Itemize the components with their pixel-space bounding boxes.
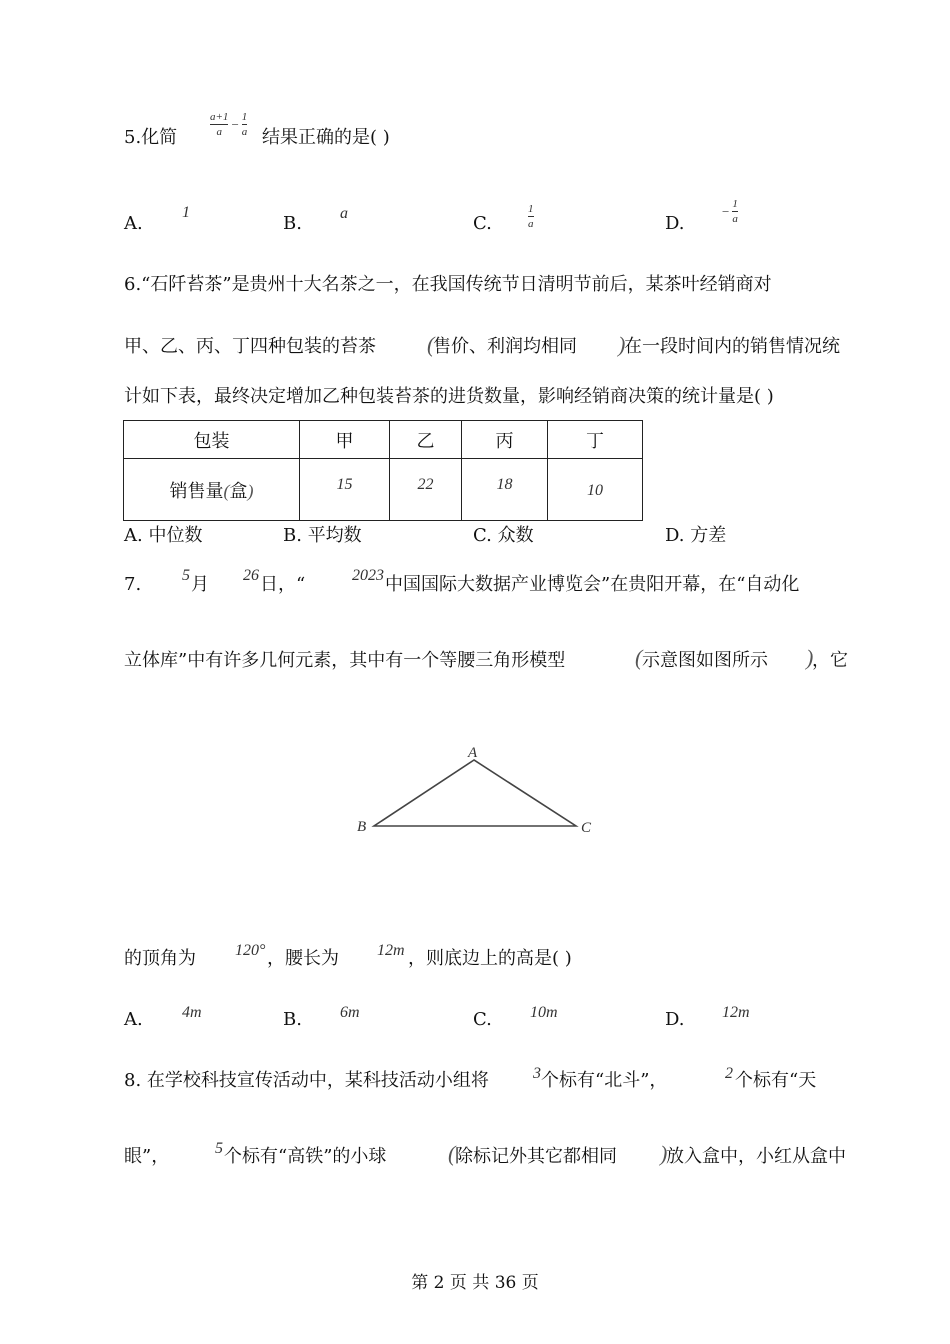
q8-count-1: 3: [533, 1065, 541, 1082]
q8-line1a: 8. 在学校科技宣传活动中，某科技活动小组将: [124, 1070, 489, 1091]
q7-option-c-value: 10m: [530, 1004, 558, 1021]
q7-month-text: 月: [191, 574, 209, 595]
table-row-label: 销售量(盒): [124, 459, 300, 521]
table-cell: 10: [548, 459, 643, 521]
q7-year-value: 2023: [352, 567, 384, 584]
q6-option-d: D. 方差: [665, 525, 727, 546]
table-header-cell: 甲: [300, 421, 390, 459]
table-row: [124, 421, 643, 459]
table-header-cell: 丙: [462, 421, 548, 459]
q7-triangle-figure: [350, 742, 610, 842]
q7-option-d-letter: D.: [665, 1009, 685, 1030]
q8-line2c: 除标记外其它都相同: [455, 1146, 617, 1167]
q8-line1c: 个标有“天: [735, 1070, 817, 1091]
q5-expression: $\frac{a+1}{a}$ − $\frac{1}{a}$: [210, 111, 248, 139]
q7-day-value: 26: [243, 567, 259, 584]
q6-line3: 计如下表，最终决定增加乙种包装苔茶的进货数量，影响经销商决策的统计量是( ): [124, 386, 774, 407]
q7-line3b: ，腰长为: [267, 948, 339, 969]
q6-close-paren: ): [618, 332, 626, 357]
q5-option-a-letter: A.: [124, 213, 143, 234]
q5-frac-1: $\frac{a+1}{a}$: [210, 111, 229, 139]
q7-option-d-value: 12m: [722, 1004, 750, 1021]
q5-option-c-letter: C.: [473, 213, 492, 234]
q5-option-c-value: $\frac{1}{a}$: [528, 203, 534, 231]
q8-count-3: 5: [215, 1140, 223, 1157]
q7-option-b-value: 6m: [340, 1004, 360, 1021]
q5-option-d-letter: D.: [665, 213, 685, 234]
q7-option-c-letter: C.: [473, 1009, 492, 1030]
q6-option-c: C. 众数: [473, 525, 534, 546]
vertex-label-a: A: [468, 745, 478, 761]
q7-line3a: 的顶角为: [124, 948, 196, 969]
q6-option-b: B. 平均数: [283, 525, 362, 546]
q7-line2c: ，它: [812, 650, 848, 671]
q7-option-a-value: 4m: [182, 1004, 202, 1021]
q6-line2a: 甲、乙、丙、丁四种包装的苔茶: [124, 336, 376, 357]
vertex-label-c: C: [581, 820, 592, 836]
q7-number: 7.: [124, 574, 142, 595]
q7-line3c: ，则底边上的高是( ): [408, 948, 572, 969]
q7-line2b: 示意图如图所示: [642, 650, 768, 671]
q6-line1: 6.“石阡苔茶”是贵州十大名茶之一，在我国传统节日清明节前后，某茶叶经销商对: [124, 274, 772, 295]
isosceles-triangle: [374, 760, 576, 826]
q7-length-value: 12m: [377, 942, 405, 959]
q7-angle-value: 120°: [235, 942, 266, 959]
q8-count-2: 2: [725, 1065, 733, 1082]
q7-option-b-letter: B.: [283, 1009, 302, 1030]
q7-day-text: 日，“: [260, 574, 306, 595]
q5-option-a-value: 1: [182, 204, 190, 221]
q7-rest: 中国国际大数据产业博览会”在贵阳开幕，在“自动化: [385, 574, 800, 595]
q7-open-paren: (: [635, 645, 643, 670]
table-header-cell: 乙: [390, 421, 462, 459]
q8-line2b: 个标有“高铁”的小球: [224, 1146, 387, 1167]
q8-line1b: 个标有“北斗”，: [541, 1070, 668, 1091]
q7-close-paren: ): [806, 645, 814, 670]
q6-sales-table: [123, 420, 643, 521]
table-header-cell: 丁: [548, 421, 643, 459]
table-cell: 22: [390, 459, 462, 521]
table-cell: 15: [300, 459, 390, 521]
q8-line2a: 眼”，: [124, 1146, 170, 1167]
q7-option-a-letter: A.: [124, 1009, 143, 1030]
q5-option-b-letter: B.: [283, 213, 302, 234]
q8-close-paren: ): [660, 1141, 668, 1166]
q5-option-b-value: a: [340, 205, 348, 222]
vertex-label-b: B: [357, 819, 367, 835]
table-header-cell: 包装: [124, 421, 300, 459]
q5-frac-2: $\frac{1}{a}$: [241, 111, 248, 139]
table-row: [124, 459, 643, 521]
q8-open-paren: (: [448, 1141, 456, 1166]
q7-month-value: 5: [182, 567, 190, 584]
q6-line2b: 售价、利润均相同: [433, 336, 577, 357]
q8-line2d: 放入盒中，小红从盒中: [666, 1146, 846, 1167]
q6-open-paren: (: [427, 332, 435, 357]
table-cell: 18: [462, 459, 548, 521]
q6-line2c: 在一段时间内的销售情况统: [624, 336, 840, 357]
q5-suffix: 结果正确的是( ): [262, 127, 390, 148]
q5-prefix: 5.化简: [124, 127, 178, 148]
q7-line2a: 立体库”中有许多几何元素，其中有一个等腰三角形模型: [124, 650, 566, 671]
q6-option-a: A. 中位数: [124, 525, 203, 546]
q5-option-d-value: − $\frac{1}{a}$: [722, 198, 738, 226]
page-footer: 第 2 页 共 36 页: [411, 1273, 539, 1293]
